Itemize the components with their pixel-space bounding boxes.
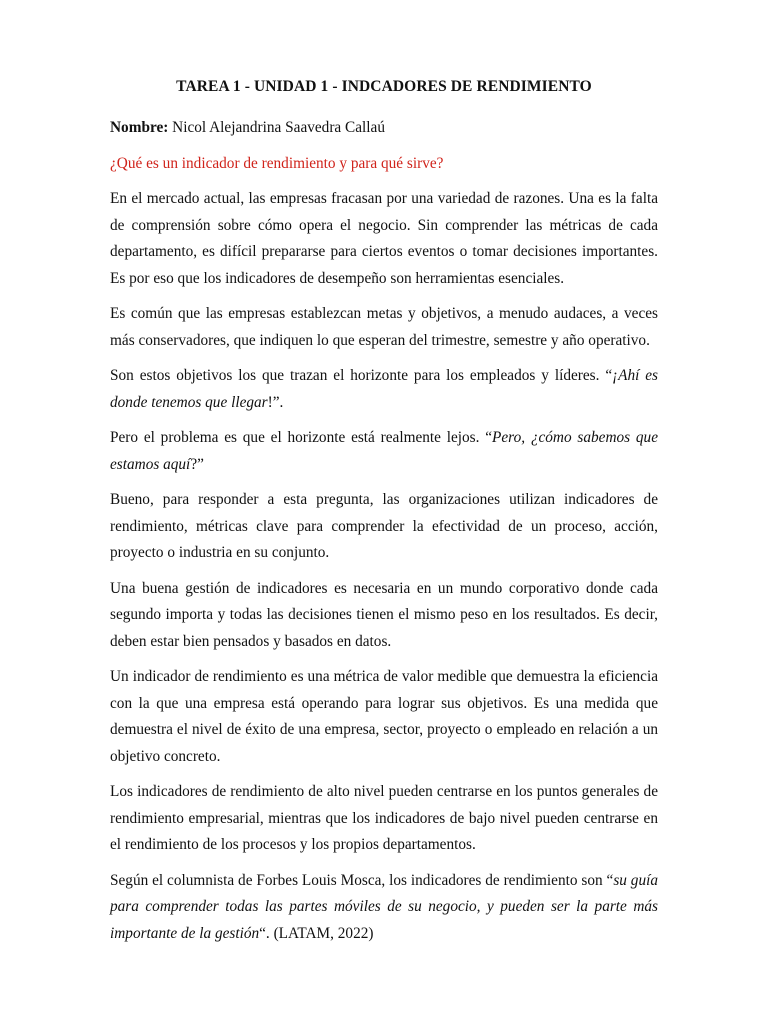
- paragraph-6: Una buena gestión de indicadores es necesaria en un mundo corporativo donde cada segundo importa y todas las decisiones tienen el mismo peso en los resultados. Es decir, deben estar bien pensados y basados en datos.: [110, 579, 658, 650]
- name-label: Nombre:: [110, 119, 169, 136]
- paragraph-9: [110, 868, 658, 948]
- paragraph-2: Es común que las empresas establezcan metas y objetivos, a menudo audaces, a veces más conservadores, que indiquen lo que esperan del trimestre, semestre y año operativo.: [110, 305, 658, 349]
- paragraph-3: [110, 363, 658, 416]
- paragraph-9-citation: “. (LATAM, 2022): [259, 924, 374, 942]
- paragraph-4-end: ?”: [190, 455, 204, 473]
- paragraph-9-text: Según el columnista de Forbes Louis Mosca, los indicadores de rendimiento son “: [110, 871, 614, 889]
- author-line: [110, 115, 658, 142]
- author-name: Nicol Alejandrina Saavedra Callaú: [168, 119, 385, 136]
- paragraph-7: Un indicador de rendimiento es una métrica de valor medible que demuestra la eficiencia con la que una empresa está operando para lograr sus objetivos. Es una medida que demuestra el nivel de éxito de una empresa, sector, proyecto o empleado en relación a un objetivo concreto.: [110, 668, 658, 765]
- paragraph-9-quote: su guía para comprender todas las partes móviles de su negocio, y pueden ser la parte más importante de la gestión: [110, 871, 658, 942]
- paragraph-4-quote: Pero, ¿cómo sabemos que estamos aquí: [110, 429, 658, 473]
- section-question: ¿Qué es un indicador de rendimiento y para qué sirve?: [110, 154, 444, 172]
- paragraph-4: [110, 425, 658, 478]
- paragraph-5: Bueno, para responder a esta pregunta, las organizaciones utilizan indicadores de rendimiento, métricas clave para comprender la efectividad de un proceso, acción, proyecto o industria en su conjunto.: [110, 491, 658, 561]
- paragraph-4-text: Pero el problema es que el horizonte está realmente lejos. “: [110, 429, 493, 446]
- document-title: TAREA 1 - UNIDAD 1 - INDCADORES DE RENDIMIENTO: [176, 78, 592, 95]
- paragraph-3-text: Son estos objetivos los que trazan el horizonte para los empleados y líderes. “: [110, 367, 613, 384]
- paragraph-3-end: !”.: [267, 393, 284, 411]
- paragraph-1: En el mercado actual, las empresas fracasan por una variedad de razones. Una es la falta de comprensión sobre cómo opera el negocio. Sin comprender las métricas de cada departamento, es difícil prepararse para ciertos eventos o tomar decisiones importantes. Es por eso que los indicadores de desempeño son herramientas esenciales.: [110, 190, 658, 287]
- document-page: [110, 78, 658, 956]
- paragraph-8: Los indicadores de rendimiento de alto nivel pueden centrarse en los puntos generales de rendimiento empresarial, mientras que los indicadores de bajo nivel pueden centrarse en el rendimiento de los procesos y los propios departamentos.: [110, 783, 658, 853]
- paragraph-3-quote: ¡Ahí es donde tenemos que llegar: [110, 367, 658, 411]
